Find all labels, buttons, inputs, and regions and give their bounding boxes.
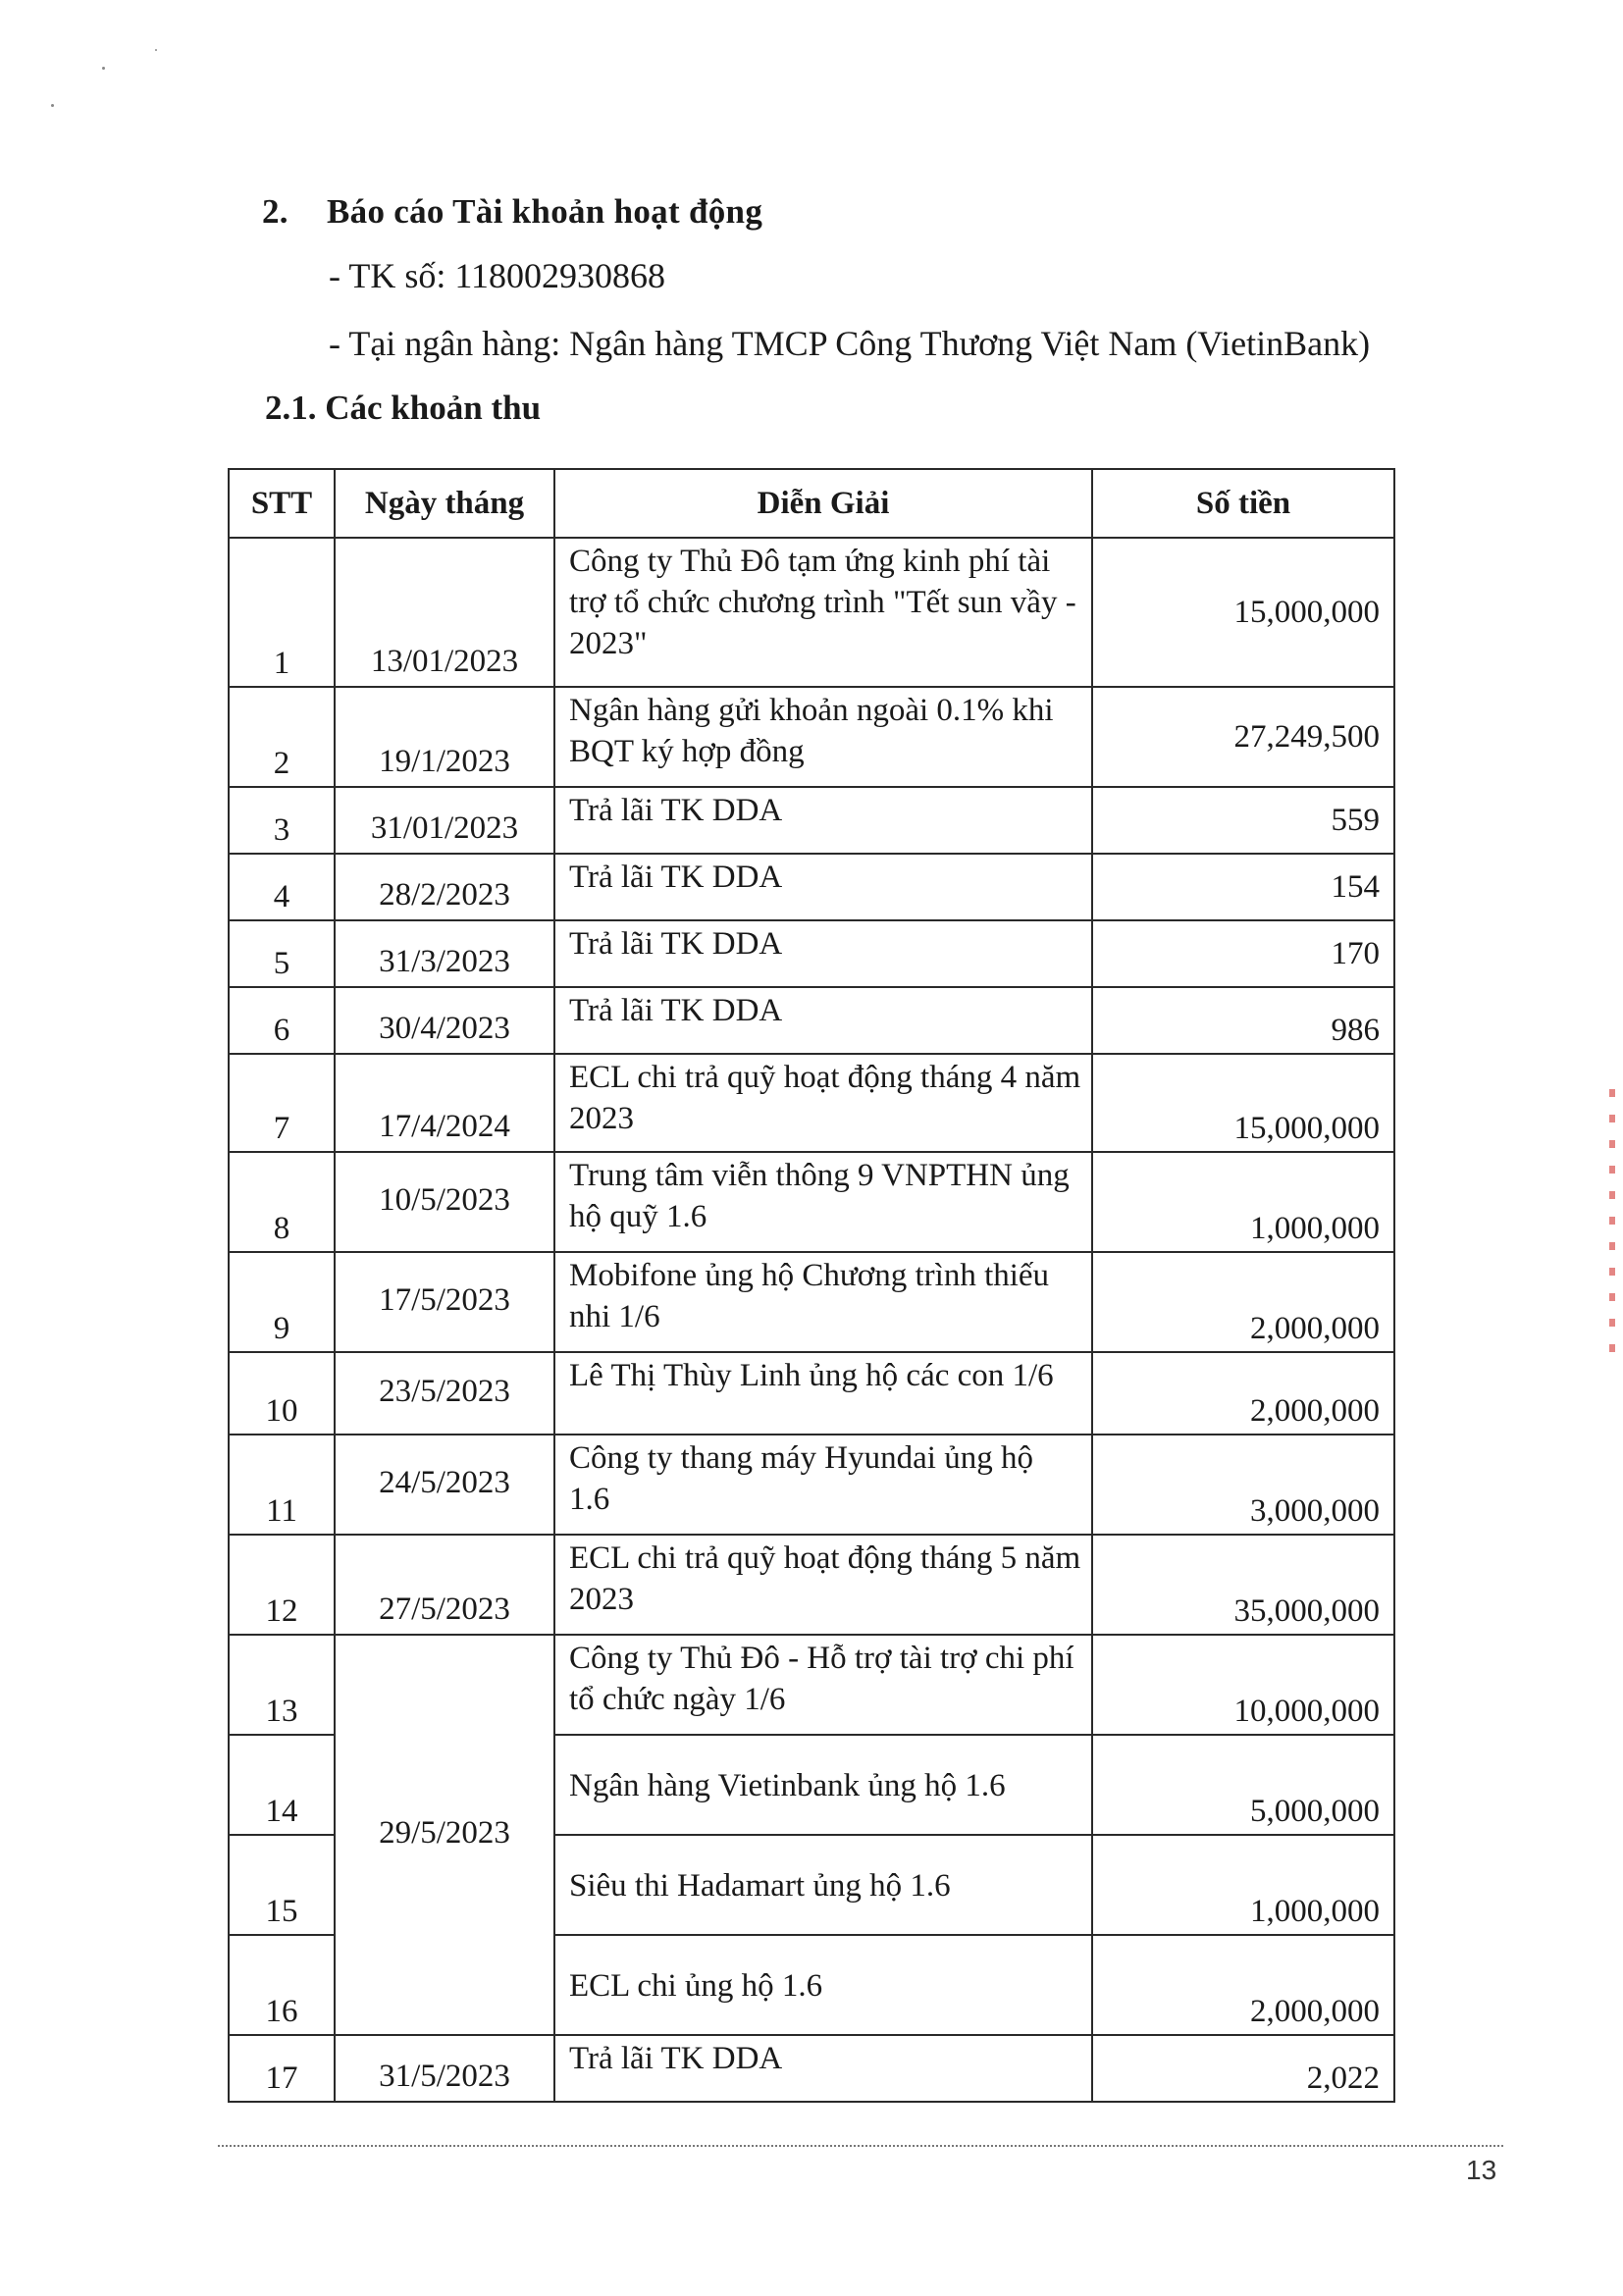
- bank-name-line: - Tại ngân hàng: Ngân hàng TMCP Công Thương Việt Nam (VietinBank): [329, 324, 1371, 363]
- table-row: [229, 1635, 1394, 1735]
- cell-amount: 154: [1092, 854, 1394, 920]
- cell-description: Công ty Thủ Đô - Hỗ trợ tài trợ chi phí tổ chức ngày 1/6: [554, 1635, 1092, 1735]
- cell-date: 31/3/2023: [335, 920, 554, 987]
- cell-description: Trả lãi TK DDA: [554, 920, 1092, 987]
- cell-stt: 10: [229, 1352, 335, 1435]
- cell-date: 10/5/2023: [335, 1152, 554, 1252]
- cell-stt: 17: [229, 2035, 335, 2102]
- cell-amount: 2,000,000: [1092, 1935, 1394, 2035]
- cell-amount: 15,000,000: [1092, 538, 1394, 687]
- scan-speck: [102, 67, 105, 70]
- cell-date: 30/4/2023: [335, 987, 554, 1054]
- cell-amount: 2,000,000: [1092, 1252, 1394, 1352]
- cell-stt: 5: [229, 920, 335, 987]
- cell-amount: 10,000,000: [1092, 1635, 1394, 1735]
- table-row: [229, 2035, 1394, 2102]
- cell-description: Trả lãi TK DDA: [554, 987, 1092, 1054]
- cell-description: Ngân hàng Vietinbank ủng hộ 1.6: [554, 1735, 1092, 1835]
- section-title: Báo cáo Tài khoản hoạt động: [327, 192, 763, 231]
- cell-amount: 27,249,500: [1092, 687, 1394, 787]
- table-row: [229, 1252, 1394, 1352]
- header-date: Ngày tháng: [335, 469, 554, 538]
- cell-amount: 170: [1092, 920, 1394, 987]
- subsection-title: 2.1. Các khoản thu: [265, 389, 542, 427]
- cell-stt: 8: [229, 1152, 335, 1252]
- cell-amount: 15,000,000: [1092, 1054, 1394, 1152]
- cell-stt: 14: [229, 1735, 335, 1835]
- cell-date: 24/5/2023: [335, 1435, 554, 1535]
- cell-description: Trả lãi TK DDA: [554, 854, 1092, 920]
- cell-amount: 2,022: [1092, 2035, 1394, 2102]
- cell-description: Mobifone ủng hộ Chương trình thiếu nhi 1/6: [554, 1252, 1092, 1352]
- cell-stt: 12: [229, 1535, 335, 1635]
- cell-stt: 15: [229, 1835, 335, 1935]
- cell-stt: 11: [229, 1435, 335, 1535]
- table-row: [229, 920, 1394, 987]
- table-row: [229, 987, 1394, 1054]
- cell-stt: 13: [229, 1635, 335, 1735]
- cell-description: ECL chi ủng hộ 1.6: [554, 1935, 1092, 2035]
- cell-amount: 1,000,000: [1092, 1835, 1394, 1935]
- section-number: 2.: [262, 192, 288, 231]
- cell-description: Trung tâm viễn thông 9 VNPTHN ủng hộ quỹ 1.6: [554, 1152, 1092, 1252]
- table-row: [229, 1535, 1394, 1635]
- cell-date: 27/5/2023: [335, 1535, 554, 1635]
- cell-stt: 16: [229, 1935, 335, 2035]
- cell-stt: 2: [229, 687, 335, 787]
- scan-speck: [51, 104, 54, 107]
- header-description: Diễn Giải: [554, 469, 1092, 538]
- stamp-edge-mark: [1609, 1089, 1615, 1354]
- account-number-line: - TK số: 118002930868: [329, 256, 666, 295]
- cell-description: Công ty thang máy Hyundai ủng hộ 1.6: [554, 1435, 1092, 1535]
- cell-amount: 35,000,000: [1092, 1535, 1394, 1635]
- cell-stt: 4: [229, 854, 335, 920]
- cell-description: Lê Thị Thùy Linh ủng hộ các con 1/6: [554, 1352, 1092, 1435]
- scan-speck: [155, 49, 157, 51]
- cell-amount: 559: [1092, 787, 1394, 854]
- cell-date: 19/1/2023: [335, 687, 554, 787]
- cell-date: 28/2/2023: [335, 854, 554, 920]
- table-row: [229, 854, 1394, 920]
- table-row: [229, 787, 1394, 854]
- cell-date: 17/4/2024: [335, 1054, 554, 1152]
- cell-description: Siêu thi Hadamart ủng hộ 1.6: [554, 1835, 1092, 1935]
- cell-stt: 6: [229, 987, 335, 1054]
- cell-date: 17/5/2023: [335, 1252, 554, 1352]
- cell-date: 31/01/2023: [335, 787, 554, 854]
- cell-date: 29/5/2023: [335, 1635, 554, 2035]
- section-heading: [262, 192, 762, 232]
- table-row: [229, 1435, 1394, 1535]
- cell-description: ECL chi trả quỹ hoạt động tháng 4 năm 2023: [554, 1054, 1092, 1152]
- cell-stt: 7: [229, 1054, 335, 1152]
- cell-description: Trả lãi TK DDA: [554, 2035, 1092, 2102]
- cell-description: ECL chi trả quỹ hoạt động tháng 5 năm 2023: [554, 1535, 1092, 1635]
- header-stt: STT: [229, 469, 335, 538]
- table-row: [229, 538, 1394, 687]
- cell-date: 31/5/2023: [335, 2035, 554, 2102]
- cell-stt: 1: [229, 538, 335, 687]
- cell-amount: 1,000,000: [1092, 1152, 1394, 1252]
- table-row: [229, 1152, 1394, 1252]
- cell-stt: 9: [229, 1252, 335, 1352]
- cell-date: 13/01/2023: [335, 538, 554, 687]
- cell-amount: 986: [1092, 987, 1394, 1054]
- income-table: [228, 468, 1395, 2103]
- page-number: 13: [1466, 2155, 1497, 2185]
- cell-stt: 3: [229, 787, 335, 854]
- table-row: [229, 1054, 1394, 1152]
- cell-description: Trả lãi TK DDA: [554, 787, 1092, 854]
- cell-description: Ngân hàng gửi khoản ngoài 0.1% khi BQT ký hợp đồng: [554, 687, 1092, 787]
- cell-description: Công ty Thủ Đô tạm ứng kinh phí tài trợ tổ chức chương trình "Tết sun vầy - 2023": [554, 538, 1092, 687]
- cell-amount: 2,000,000: [1092, 1352, 1394, 1435]
- table-header-row: [229, 469, 1394, 538]
- table-row: [229, 687, 1394, 787]
- cell-amount: 3,000,000: [1092, 1435, 1394, 1535]
- table-row: [229, 1352, 1394, 1435]
- cell-amount: 5,000,000: [1092, 1735, 1394, 1835]
- header-amount: Số tiền: [1092, 469, 1394, 538]
- footer-divider: [218, 2145, 1503, 2147]
- cell-date: 23/5/2023: [335, 1352, 554, 1435]
